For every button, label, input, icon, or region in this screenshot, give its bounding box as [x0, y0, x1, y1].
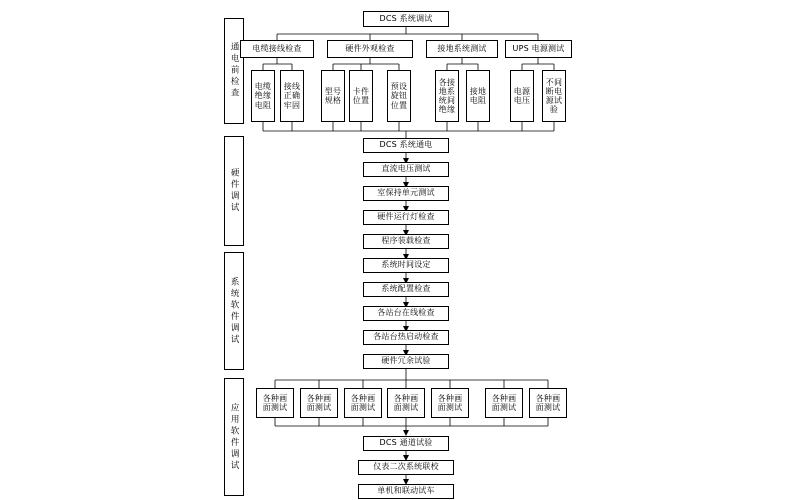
- node-label: 直流电压测试: [381, 164, 431, 174]
- node-dcs-system-power-on[interactable]: [363, 138, 449, 153]
- node-hardware-appearance-check[interactable]: [327, 40, 413, 58]
- node-label: 仪表二次系统联校: [373, 462, 439, 472]
- node-holding-unit-test[interactable]: [363, 186, 449, 201]
- node-label: 室保持单元测试: [377, 188, 435, 198]
- node-label: DCS 系统调试: [379, 13, 433, 23]
- node-screen-test-7[interactable]: [529, 388, 567, 418]
- node-label: 各站台热启动检查: [373, 332, 439, 342]
- node-screen-test-3[interactable]: [344, 388, 382, 418]
- node-label: 接地电阻: [469, 86, 487, 105]
- node-station-online-check[interactable]: [363, 306, 449, 321]
- node-label: 各种画面测试: [262, 393, 288, 412]
- node-dcs-system-commissioning[interactable]: [363, 11, 449, 27]
- node-label: 电缆绝缘电阻: [254, 82, 272, 110]
- node-dcs-channel-test[interactable]: [363, 436, 449, 451]
- node-label: 单机和联动试车: [377, 486, 435, 496]
- node-label: 系统配置检查: [381, 284, 431, 294]
- phase-label-system-software-commissioning: [224, 252, 244, 370]
- phase-label-text: 系统软件调试: [229, 276, 240, 346]
- node-label: 程序装载检查: [381, 236, 431, 246]
- node-label: 各站台在线检查: [377, 308, 435, 318]
- node-wiring-correct-and-secure[interactable]: [280, 70, 304, 122]
- node-card-position[interactable]: [349, 70, 373, 122]
- node-dc-voltage-test[interactable]: [363, 162, 449, 177]
- node-label: 不间断电源试验: [545, 77, 563, 115]
- node-ground-resistance[interactable]: [466, 70, 490, 122]
- node-label: 接线正确牢固: [283, 82, 301, 110]
- node-label: 各种画面测试: [350, 393, 376, 412]
- node-label: 各种画面测试: [535, 393, 561, 412]
- node-screen-test-4[interactable]: [387, 388, 425, 418]
- node-screen-test-6[interactable]: [485, 388, 523, 418]
- node-station-warm-start-check[interactable]: [363, 330, 449, 345]
- node-label: 硬件外观检查: [345, 43, 395, 53]
- phase-label-application-software-commissioning: [224, 378, 244, 496]
- node-label: 系统时间设定: [381, 260, 431, 270]
- node-label: 各种画面测试: [437, 393, 463, 412]
- node-model-specification[interactable]: [321, 70, 345, 122]
- phase-label-pre-power-check: [224, 18, 244, 124]
- node-label: 电缆接线检查: [252, 43, 302, 53]
- node-label: 各种画面测试: [393, 393, 419, 412]
- phase-label-text: 通电前检查: [229, 42, 240, 100]
- node-inter-ground-insulation[interactable]: [435, 70, 459, 122]
- node-ups-power-test[interactable]: [505, 40, 572, 58]
- node-system-time-setting[interactable]: [363, 258, 449, 273]
- node-cable-wiring-check[interactable]: [240, 40, 314, 58]
- node-screen-test-2[interactable]: [300, 388, 338, 418]
- node-preset-knob-position[interactable]: [387, 70, 411, 122]
- phase-label-text: 硬件调试: [229, 168, 240, 214]
- node-label: 卡件位置: [352, 86, 370, 105]
- node-label: 预设旋钮位置: [390, 82, 408, 110]
- node-program-load-check[interactable]: [363, 234, 449, 249]
- node-label: UPS 电源测试: [512, 43, 565, 53]
- node-label: 各种画面测试: [491, 393, 517, 412]
- node-hardware-redundancy-test[interactable]: [363, 354, 449, 369]
- node-label: DCS 通道试验: [379, 438, 433, 448]
- node-label: 电源电压: [513, 86, 531, 105]
- node-grounding-system-test[interactable]: [426, 40, 498, 58]
- node-label: 型号规格: [324, 86, 342, 105]
- node-supply-voltage[interactable]: [510, 70, 534, 122]
- node-hardware-run-light-check[interactable]: [363, 210, 449, 225]
- node-label: 硬件运行灯检查: [377, 212, 435, 222]
- phase-label-text: 应用软件调试: [229, 402, 240, 472]
- node-label: 各接地系统间绝缘: [438, 77, 456, 115]
- node-label: 硬件冗余试验: [381, 356, 431, 366]
- node-ups-test[interactable]: [542, 70, 566, 122]
- node-label: 各种画面测试: [306, 393, 332, 412]
- node-single-machine-and-linkage-test-run[interactable]: [358, 484, 454, 499]
- node-instrument-secondary-system-calibration[interactable]: [358, 460, 454, 475]
- node-label: DCS 系统通电: [379, 140, 433, 150]
- node-screen-test-1[interactable]: [256, 388, 294, 418]
- node-system-configuration-check[interactable]: [363, 282, 449, 297]
- node-label: 接地系统测试: [437, 43, 487, 53]
- node-cable-insulation-resistance[interactable]: [251, 70, 275, 122]
- phase-label-hardware-commissioning: [224, 136, 244, 246]
- node-screen-test-5[interactable]: [431, 388, 469, 418]
